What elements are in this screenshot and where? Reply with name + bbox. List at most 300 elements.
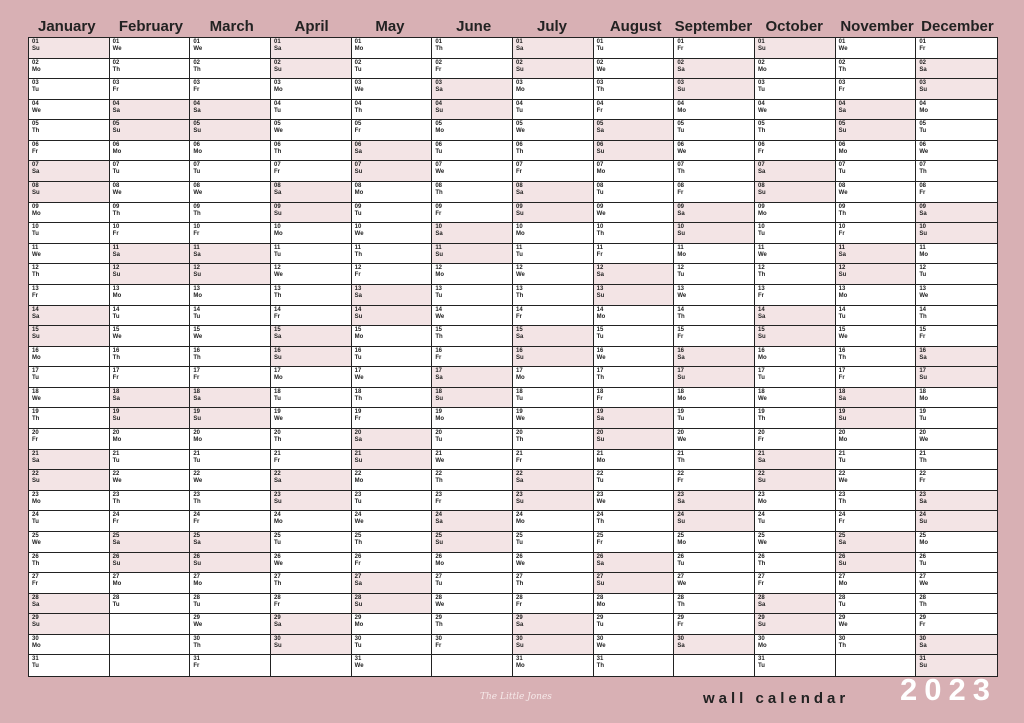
day-cell	[110, 532, 191, 553]
day-number: 21	[757, 450, 765, 457]
weekday-label: Sa	[273, 622, 282, 629]
day-cell	[836, 594, 917, 615]
day-cell	[916, 79, 997, 100]
weekday-label: Fr	[919, 190, 926, 197]
day-number: 08	[193, 183, 201, 190]
day-number: 21	[677, 450, 685, 457]
weekday-label: Mo	[273, 375, 283, 382]
weekday-label: We	[193, 46, 203, 52]
weekday-label: Tu	[919, 272, 927, 279]
weekday-label: Th	[193, 642, 201, 649]
weekday-label: Su	[435, 251, 443, 258]
day-cell	[513, 532, 594, 553]
day-number: 13	[677, 285, 685, 292]
day-number: 01	[757, 39, 765, 45]
weekday-label: Th	[919, 169, 927, 176]
weekday-label: We	[596, 354, 606, 361]
empty-cell	[110, 655, 191, 676]
weekday-label: Th	[757, 416, 766, 423]
weekday-label: Mo	[435, 560, 444, 567]
day-number: 14	[435, 306, 443, 313]
weekday-label: Th	[112, 354, 120, 361]
weekday-label: Mo	[112, 437, 122, 444]
day-cell	[29, 306, 110, 327]
day-cell	[916, 161, 997, 182]
day-cell	[755, 491, 836, 512]
day-cell	[594, 532, 675, 553]
day-number: 05	[757, 121, 765, 128]
day-number: 16	[193, 347, 201, 354]
day-number: 29	[273, 615, 281, 622]
day-cell	[432, 635, 513, 656]
day-number: 08	[273, 183, 281, 190]
weekday-label: Fr	[757, 581, 764, 588]
day-cell	[110, 79, 191, 100]
weekday-label: Th	[596, 519, 604, 526]
weekday-label: Tu	[273, 107, 281, 114]
day-cell	[674, 38, 755, 59]
day-cell	[271, 141, 352, 162]
day-cell	[352, 408, 433, 429]
weekday-label: We	[112, 334, 122, 341]
day-cell	[755, 408, 836, 429]
weekday-label: Fr	[838, 87, 845, 94]
month-header-july: July	[537, 18, 568, 35]
weekday-label: Su	[112, 272, 121, 279]
weekday-label: Fr	[354, 560, 361, 567]
day-number: 03	[596, 80, 604, 87]
day-number: 07	[757, 162, 765, 169]
day-number: 26	[596, 553, 604, 560]
weekday-label: Mo	[112, 581, 122, 588]
day-cell	[29, 532, 110, 553]
weekday-label: Fr	[112, 231, 119, 238]
weekday-label: Th	[32, 560, 40, 567]
day-cell	[836, 38, 917, 59]
day-cell	[190, 326, 271, 347]
weekday-label: We	[757, 251, 767, 258]
day-cell	[916, 532, 997, 553]
weekday-label: Su	[919, 231, 927, 238]
weekday-label: Sa	[515, 334, 524, 341]
weekday-label: Su	[112, 128, 121, 135]
day-cell	[352, 244, 433, 265]
weekday-label: Mo	[354, 622, 364, 629]
day-number: 29	[838, 615, 846, 622]
weekday-label: Fr	[32, 292, 38, 299]
day-number: 25	[354, 532, 362, 539]
day-number: 15	[838, 327, 846, 334]
day-number: 24	[596, 512, 604, 519]
day-number: 12	[757, 265, 765, 272]
day-number: 09	[112, 203, 120, 210]
day-number: 05	[677, 121, 685, 128]
day-number: 31	[32, 656, 39, 663]
day-cell	[755, 161, 836, 182]
day-number: 09	[193, 203, 201, 210]
weekday-label: Sa	[919, 642, 927, 649]
day-cell	[674, 141, 755, 162]
day-number: 11	[435, 244, 442, 251]
day-cell	[513, 223, 594, 244]
day-number: 27	[919, 574, 927, 581]
weekday-label: Th	[32, 128, 40, 135]
weekday-label: Sa	[596, 560, 604, 567]
day-cell	[836, 573, 917, 594]
weekday-label: Fr	[515, 601, 522, 608]
day-number: 16	[757, 347, 765, 354]
weekday-label: Su	[435, 539, 443, 546]
weekday-label: We	[32, 539, 41, 546]
calendar-grid	[28, 37, 998, 677]
weekday-label: Fr	[919, 478, 926, 485]
weekday-label: Tu	[32, 519, 39, 526]
day-number: 27	[112, 574, 120, 581]
weekday-label: Mo	[273, 231, 283, 238]
day-cell	[916, 429, 997, 450]
day-cell	[836, 470, 917, 491]
weekday-label: Su	[757, 622, 766, 629]
weekday-label: We	[32, 107, 41, 114]
day-number: 30	[32, 635, 39, 642]
day-cell	[594, 347, 675, 368]
day-cell	[352, 511, 433, 532]
weekday-label: Sa	[596, 272, 604, 279]
weekday-label: We	[919, 581, 929, 588]
day-cell	[513, 141, 594, 162]
weekday-label: Sa	[354, 292, 362, 299]
weekday-label: We	[112, 190, 122, 197]
weekday-label: Sa	[193, 251, 201, 258]
day-number: 10	[919, 224, 927, 231]
empty-cell	[110, 635, 191, 656]
day-cell	[755, 79, 836, 100]
day-number: 21	[193, 450, 201, 457]
day-cell	[190, 264, 271, 285]
weekday-label: Fr	[112, 87, 119, 94]
day-number: 25	[112, 532, 120, 539]
day-cell	[271, 182, 352, 203]
weekday-label: Fr	[596, 539, 603, 546]
day-cell	[29, 367, 110, 388]
day-cell	[513, 100, 594, 121]
day-number: 02	[354, 59, 362, 66]
day-number: 21	[838, 450, 846, 457]
day-cell	[594, 429, 675, 450]
day-cell	[755, 511, 836, 532]
weekday-label: Sa	[32, 169, 40, 176]
day-cell	[110, 470, 191, 491]
weekday-label: Su	[919, 87, 927, 94]
day-number: 27	[757, 574, 765, 581]
weekday-label: Sa	[112, 107, 120, 114]
weekday-label: We	[32, 251, 41, 258]
day-number: 08	[919, 183, 927, 190]
weekday-label: Su	[193, 560, 201, 567]
weekday-label: Fr	[919, 334, 926, 341]
day-cell	[190, 79, 271, 100]
weekday-label: Tu	[193, 601, 201, 608]
weekday-label: Fr	[596, 395, 603, 402]
day-cell	[432, 470, 513, 491]
day-number: 24	[838, 512, 846, 519]
day-cell	[836, 141, 917, 162]
day-cell	[110, 182, 191, 203]
weekday-label: Tu	[757, 663, 765, 670]
weekday-label: Tu	[32, 375, 39, 382]
day-cell	[271, 614, 352, 635]
weekday-label: Th	[919, 457, 927, 464]
day-cell	[594, 120, 675, 141]
day-number: 25	[677, 532, 685, 539]
day-number: 03	[193, 80, 201, 87]
day-number: 21	[515, 450, 523, 457]
weekday-label: Th	[838, 66, 846, 73]
weekday-label: Fr	[838, 375, 845, 382]
weekday-label: Tu	[838, 457, 846, 464]
day-number: 08	[112, 183, 120, 190]
weekday-label: Mo	[677, 539, 686, 546]
weekday-label: Mo	[596, 169, 606, 176]
day-number: 05	[515, 121, 523, 128]
day-cell	[432, 532, 513, 553]
weekday-label: Tu	[757, 231, 765, 238]
day-number: 19	[273, 409, 281, 416]
weekday-label: Mo	[757, 354, 767, 361]
day-cell	[432, 120, 513, 141]
weekday-label: Su	[919, 519, 927, 526]
weekday-label: We	[193, 622, 203, 629]
day-number: 20	[435, 430, 443, 437]
weekday-label: Su	[112, 560, 121, 567]
day-cell	[190, 450, 271, 471]
day-cell	[432, 326, 513, 347]
day-number: 04	[515, 100, 523, 107]
weekday-label: Su	[757, 334, 766, 341]
day-number: 16	[32, 347, 39, 354]
day-number: 23	[838, 491, 846, 498]
weekday-label: Sa	[273, 334, 282, 341]
day-cell	[29, 511, 110, 532]
day-cell	[836, 408, 917, 429]
day-number: 14	[354, 306, 362, 313]
day-number: 25	[919, 532, 927, 539]
day-number: 12	[838, 265, 846, 272]
weekday-label: Su	[515, 354, 524, 361]
day-cell	[271, 326, 352, 347]
day-number: 09	[354, 203, 362, 210]
weekday-label: Sa	[919, 66, 927, 73]
day-number: 12	[435, 265, 443, 272]
day-cell	[352, 141, 433, 162]
day-number: 05	[919, 121, 927, 128]
day-cell	[916, 264, 997, 285]
day-number: 01	[193, 39, 201, 45]
day-number: 14	[677, 306, 685, 313]
weekday-label: Mo	[193, 292, 202, 299]
day-cell	[836, 59, 917, 80]
day-number: 16	[919, 347, 927, 354]
day-number: 31	[515, 656, 523, 663]
day-cell	[29, 573, 110, 594]
day-cell	[190, 182, 271, 203]
weekday-label: Mo	[515, 87, 525, 94]
weekday-label: Sa	[919, 498, 927, 505]
day-number: 18	[757, 388, 765, 395]
day-number: 26	[193, 553, 201, 560]
day-cell	[755, 120, 836, 141]
weekday-label: Sa	[112, 539, 120, 546]
day-cell	[110, 511, 191, 532]
weekday-label: Th	[273, 148, 282, 155]
empty-cell	[674, 655, 755, 676]
weekday-label: Su	[435, 395, 443, 402]
day-number: 06	[32, 141, 39, 148]
day-number: 09	[32, 203, 39, 210]
weekday-label: Th	[677, 457, 685, 464]
day-cell	[594, 38, 675, 59]
day-cell	[432, 388, 513, 409]
day-number: 30	[677, 635, 685, 642]
day-number: 11	[838, 244, 845, 251]
day-cell	[513, 182, 594, 203]
day-number: 28	[838, 594, 846, 601]
weekday-label: Mo	[273, 519, 283, 526]
day-number: 20	[838, 430, 846, 437]
day-cell	[674, 614, 755, 635]
day-number: 30	[435, 635, 443, 642]
weekday-label: Th	[112, 66, 120, 73]
day-number: 27	[596, 574, 604, 581]
day-cell	[513, 264, 594, 285]
day-cell	[352, 285, 433, 306]
day-cell	[432, 79, 513, 100]
day-number: 16	[838, 347, 846, 354]
weekday-label: Fr	[515, 457, 522, 464]
day-cell	[594, 367, 675, 388]
day-cell	[836, 553, 917, 574]
day-number: 19	[596, 409, 604, 416]
weekday-label: Fr	[757, 437, 764, 444]
weekday-label: Mo	[677, 395, 686, 402]
weekday-label: Mo	[32, 66, 41, 73]
day-number: 29	[919, 615, 927, 622]
day-number: 10	[32, 224, 39, 231]
day-cell	[594, 79, 675, 100]
weekday-label: Mo	[757, 66, 767, 73]
weekday-label: Tu	[354, 498, 362, 505]
weekday-label: We	[919, 437, 929, 444]
weekday-label: Fr	[273, 601, 280, 608]
day-cell	[352, 450, 433, 471]
weekday-label: We	[757, 395, 767, 402]
weekday-label: Su	[193, 416, 201, 423]
weekday-label: Fr	[677, 46, 684, 52]
weekday-label: We	[273, 416, 283, 423]
day-cell	[594, 491, 675, 512]
weekday-label: We	[838, 622, 848, 629]
day-number: 23	[32, 491, 39, 498]
day-cell	[29, 635, 110, 656]
day-number: 15	[32, 327, 39, 334]
day-cell	[836, 244, 917, 265]
day-cell	[271, 100, 352, 121]
day-number: 07	[919, 162, 927, 169]
day-number: 22	[919, 471, 927, 478]
day-number: 10	[354, 224, 362, 231]
day-number: 30	[838, 635, 846, 642]
day-number: 17	[354, 368, 362, 375]
weekday-label: Tu	[919, 560, 927, 567]
brand-logo: The Little Jones	[480, 692, 552, 702]
day-cell	[916, 553, 997, 574]
day-cell	[29, 326, 110, 347]
weekday-label: Mo	[193, 581, 202, 588]
day-number: 25	[273, 532, 281, 539]
day-number: 05	[273, 121, 281, 128]
day-number: 15	[596, 327, 604, 334]
weekday-label: We	[435, 457, 445, 464]
day-cell	[755, 594, 836, 615]
day-cell	[916, 120, 997, 141]
day-cell	[916, 614, 997, 635]
day-cell	[674, 429, 755, 450]
day-cell	[594, 511, 675, 532]
day-cell	[29, 470, 110, 491]
weekday-label: Mo	[596, 457, 606, 464]
month-header-december: December	[921, 18, 994, 35]
day-cell	[110, 120, 191, 141]
day-cell	[916, 511, 997, 532]
day-cell	[190, 347, 271, 368]
weekday-label: Mo	[435, 272, 444, 279]
weekday-label: Fr	[919, 622, 926, 629]
day-number: 31	[919, 656, 927, 663]
day-cell	[29, 594, 110, 615]
weekday-label: Sa	[32, 313, 40, 320]
weekday-label: We	[112, 478, 122, 485]
day-cell	[594, 573, 675, 594]
weekday-label: We	[677, 437, 687, 444]
day-number: 11	[677, 244, 684, 251]
day-cell	[674, 182, 755, 203]
day-number: 10	[112, 224, 120, 231]
weekday-label: Mo	[515, 375, 525, 382]
day-number: 23	[273, 491, 281, 498]
day-number: 07	[354, 162, 362, 169]
weekday-label: Fr	[919, 46, 926, 52]
weekday-label: Th	[596, 87, 604, 94]
day-number: 13	[435, 285, 443, 292]
day-number: 01	[112, 39, 120, 45]
day-number: 13	[838, 285, 846, 292]
weekday-label: Th	[757, 272, 766, 279]
day-number: 16	[112, 347, 120, 354]
day-cell	[271, 429, 352, 450]
day-cell	[29, 59, 110, 80]
day-cell	[594, 223, 675, 244]
day-number: 09	[273, 203, 281, 210]
day-number: 08	[677, 183, 685, 190]
day-cell	[29, 491, 110, 512]
day-number: 15	[515, 327, 523, 334]
weekday-label: Tu	[112, 313, 120, 320]
day-number: 11	[112, 244, 119, 251]
weekday-label: Mo	[354, 334, 364, 341]
day-cell	[432, 285, 513, 306]
day-cell	[271, 408, 352, 429]
day-cell	[432, 306, 513, 327]
